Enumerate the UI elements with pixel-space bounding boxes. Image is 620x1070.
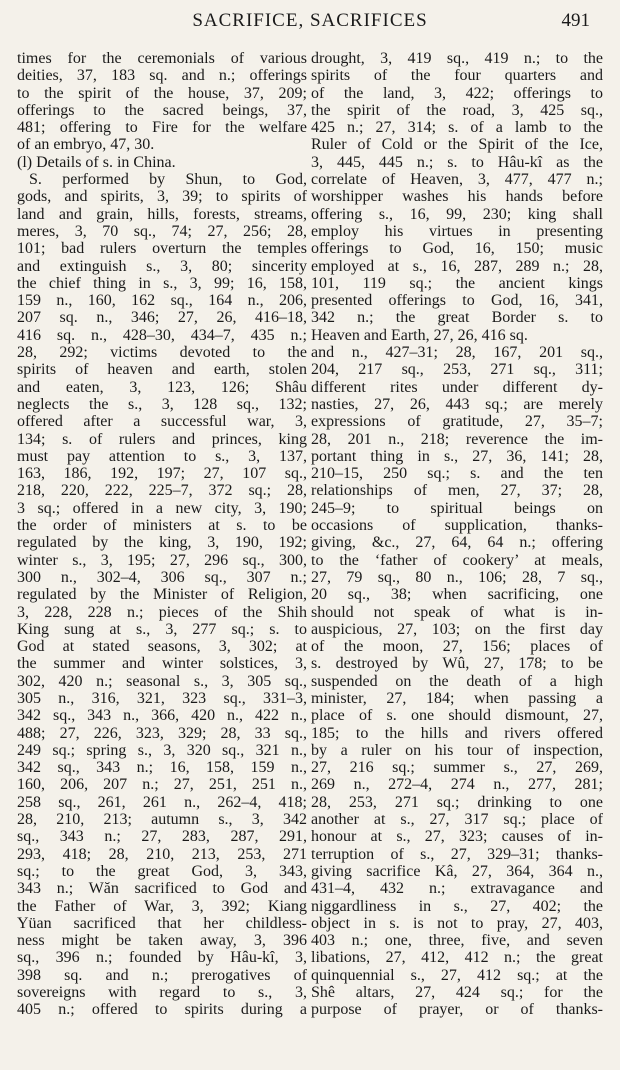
index-line: Yüan sacrificed that her childless- [17, 914, 307, 932]
index-line: the Father of War, 3, 392; Kiang [17, 897, 307, 915]
index-line: the chief thing in s., 3, 99; 16, 158, [17, 274, 307, 292]
index-line: the summer and winter solstices, 3, [17, 655, 307, 673]
index-line: 218, 220, 222, 225–7, 372 sq.; 28, [17, 482, 307, 500]
index-line: 163, 186, 192, 197; 27, 107 sq., [17, 465, 307, 483]
index-line: terruption of s., 27, 329–31; thanks- [311, 845, 603, 863]
index-line: spirits of the four quarters and [311, 67, 603, 85]
index-line: 416 sq. n., 428–30, 434–7, 435 n.; [17, 326, 307, 344]
index-line: 28, 210, 213; autumn s., 3, 342 [17, 811, 307, 829]
index-line: 3, 445, 445 n.; s. to Hâu-kî as the [311, 153, 603, 171]
index-line: employed at s., 16, 287, 289 n.; 28, [311, 257, 603, 275]
index-line: s. destroyed by Wû, 27, 178; to be [311, 655, 603, 673]
index-line: 293, 418; 28, 210, 213, 253, 271 [17, 845, 307, 863]
index-line: 101, 119 sq.; the ancient kings [311, 274, 603, 292]
index-line: 101; bad rulers overturn the temples [17, 240, 307, 258]
index-line: of the land, 3, 422; offerings to [311, 84, 603, 102]
index-line: 160, 206, 207 n.; 27, 251, 251 n., [17, 776, 307, 794]
index-line: 425 n.; 27, 314; s. of a lamb to the [311, 119, 603, 137]
index-line: 342 n.; the great Border s. to [311, 309, 603, 327]
index-line: must pay attention to s., 3, 137, [17, 447, 307, 465]
index-line: by a ruler on his tour of inspection, [311, 741, 603, 759]
index-line: spirits of heaven and earth, stolen [17, 361, 307, 379]
index-line: 249 sq.; spring s., 3, 320 sq., 321 n., [17, 741, 307, 759]
index-line: to the ‘father of cookery’ at meals, [311, 551, 603, 569]
index-line: deities, 37, 183 sq. and n.; offerings [17, 67, 307, 85]
right-column [311, 50, 603, 1019]
page-number: 491 [561, 10, 590, 31]
index-line: 27, 216 sq.; summer s., 27, 269, [311, 759, 603, 777]
index-line: 305 n., 316, 321, 323 sq., 331–3, [17, 689, 307, 707]
index-line: portant thing in s., 27, 36, 141; 28, [311, 447, 603, 465]
index-line: land and grain, hills, forests, streams, [17, 205, 307, 223]
index-line: 27, 79 sq., 80 n., 106; 28, 7 sq., [311, 568, 603, 586]
index-line: purpose of prayer, or of thanks- [311, 1001, 603, 1019]
index-line: regulated by the king, 3, 190, 192; [17, 534, 307, 552]
left-column [17, 50, 307, 1019]
index-line: offered after a successful war, 3, [17, 413, 307, 431]
index-line: should not speak of what is in- [311, 603, 603, 621]
page-header [0, 10, 620, 36]
index-line: 431–4, 432 n.; extravagance and [311, 880, 603, 898]
index-line: and extinguish s., 3, 80; sincerity [17, 257, 307, 275]
index-line: honour at s., 27, 323; causes of in- [311, 828, 603, 846]
index-line: niggardliness in s., 27, 402; the [311, 897, 603, 915]
index-line: giving, &c., 27, 64, 64 n.; offering [311, 534, 603, 552]
index-line: 488; 27, 226, 323, 329; 28, 33 sq., [17, 724, 307, 742]
index-line: S. performed by Shun, to God, [29, 171, 307, 189]
index-line: meres, 3, 70 sq., 74; 27, 256; 28, [17, 222, 307, 240]
index-line: presented offerings to God, 16, 341, [311, 292, 603, 310]
index-line: times for the ceremonials of various [17, 50, 307, 67]
index-line: offering s., 16, 99, 230; king shall [311, 205, 603, 223]
index-line: 204, 217 sq., 253, 271 sq., 311; [311, 361, 603, 379]
index-line: 258 sq., 261, 261 n., 262–4, 418; [17, 793, 307, 811]
index-line: 269 n., 272–4, 274 n., 277, 281; [311, 776, 603, 794]
index-line: winter s., 3, 195; 27, 296 sq., 300, [17, 551, 307, 569]
index-line: 3 sq.; offered in a new city, 3, 190; [17, 499, 307, 517]
index-line: worshipper washes his hands before [311, 188, 603, 206]
index-line: suspended on the death of a high [311, 672, 603, 690]
index-line: relationships of men, 27, 37; 28, [311, 482, 603, 500]
index-line: 342 sq., 343 n., 366, 420 n., 422 n., [17, 707, 307, 725]
index-line: 3, 228, 228 n.; pieces of the Shih [17, 603, 307, 621]
index-line: sq., 343 n.; 27, 283, 287, 291, [17, 828, 307, 846]
index-line: nasties, 27, 26, 443 sq.; are merely [311, 395, 603, 413]
index-line: 245–9; to spiritual beings on [311, 499, 603, 517]
index-line: ness might be taken away, 3, 396 [17, 932, 307, 950]
index-line: the order of ministers at s. to be [17, 517, 307, 535]
index-line: offerings to God, 16, 150; music [311, 240, 603, 258]
index-line: 343 n.; Wăn sacrificed to God and [17, 880, 307, 898]
index-line: quinquennial s., 27, 412 sq.; at the [311, 966, 603, 984]
index-line: 134; s. of rulers and princes, king [17, 430, 307, 448]
index-line: the spirit of the road, 3, 425 sq., [311, 101, 603, 119]
index-line: 302, 420 n.; seasonal s., 3, 305 sq., [17, 672, 307, 690]
index-line: another at s., 27, 317 sq.; place of [311, 811, 603, 829]
index-line: to the spirit of the house, 37, 209; [17, 84, 307, 102]
index-line: and n., 427–31; 28, 167, 201 sq., [311, 344, 603, 362]
index-line: regulated by the Minister of Religion, [17, 586, 307, 604]
running-title: SACRIFICE, SACRIFICES [192, 10, 428, 31]
index-line: sq., 396 n.; founded by Hâu-kî, 3, [17, 949, 307, 967]
index-line: offerings to the sacred beings, 37, [17, 101, 307, 119]
index-line: (l) Details of s. in China. [17, 153, 176, 171]
index-line: 159 n., 160, 162 sq., 164 n., 206, [17, 292, 307, 310]
index-line: Shê altars, 27, 424 sq.; for the [311, 984, 603, 1002]
index-line: 207 sq. n., 346; 27, 26, 416–18, [17, 309, 307, 327]
index-line: 398 sq. and n.; prerogatives of [17, 966, 307, 984]
index-line: gods, and spirits, 3, 39; to spirits of [17, 188, 307, 206]
index-line: 481; offering to Fire for the welfare [17, 119, 307, 137]
index-line: 28, 201 n., 218; reverence the im- [311, 430, 603, 448]
index-line: 28, 253, 271 sq.; drinking to one [311, 793, 603, 811]
index-line: minister, 27, 184; when passing a [311, 689, 603, 707]
index-line: of the moon, 27, 156; places of [311, 638, 603, 656]
index-line: libations, 27, 412, 412 n.; the great [311, 949, 603, 967]
index-line: Ruler of Cold or the Spirit of the Ice, [311, 136, 603, 154]
index-line: neglects the s., 3, 128 sq., 132; [17, 395, 307, 413]
index-line: object in s. is not to pray, 27, 403, [311, 914, 603, 932]
index-line: 403 n.; one, three, five, and seven [311, 932, 603, 950]
index-line: employ his virtues in presenting [311, 222, 603, 240]
index-line: 210–15, 250 sq.; s. and the ten [311, 465, 603, 483]
index-line: drought, 3, 419 sq., 419 n.; to the [311, 50, 603, 67]
index-line: different rites under different dy- [311, 378, 603, 396]
index-line: sq.; to the great God, 3, 343, [17, 862, 307, 880]
index-line: place of s. one should dismount, 27, [311, 707, 603, 725]
index-line: and eaten, 3, 123, 126; Shâu [17, 378, 307, 396]
index-line: God at stated seasons, 3, 302; at [17, 638, 307, 656]
index-line: of an embryo, 47, 30. [17, 136, 155, 154]
index-line: 20 sq., 38; when sacrificing, one [311, 586, 603, 604]
index-line: auspicious, 27, 103; on the first day [311, 620, 603, 638]
index-line: correlate of Heaven, 3, 477, 477 n.; [311, 171, 603, 189]
index-line: Heaven and Earth, 27, 26, 416 sq. [311, 326, 528, 344]
index-line: 342 sq., 343 n.; 16, 158, 159 n., [17, 759, 307, 777]
index-line: occasions of supplication, thanks- [311, 517, 603, 535]
index-line: expressions of gratitude, 27, 35–7; [311, 413, 603, 431]
index-line: 28, 292; victims devoted to the [17, 344, 307, 362]
index-line: King sung at s., 3, 277 sq.; s. to [17, 620, 307, 638]
index-line: 405 n.; offered to spirits during a [17, 1001, 307, 1019]
index-line: 185; to the hills and rivers offered [311, 724, 603, 742]
index-line: sovereigns with regard to s., 3, [17, 984, 307, 1002]
index-line: giving sacrifice Kâ, 27, 364, 364 n., [311, 862, 603, 880]
index-line: 300 n., 302–4, 306 sq., 307 n.; [17, 568, 307, 586]
